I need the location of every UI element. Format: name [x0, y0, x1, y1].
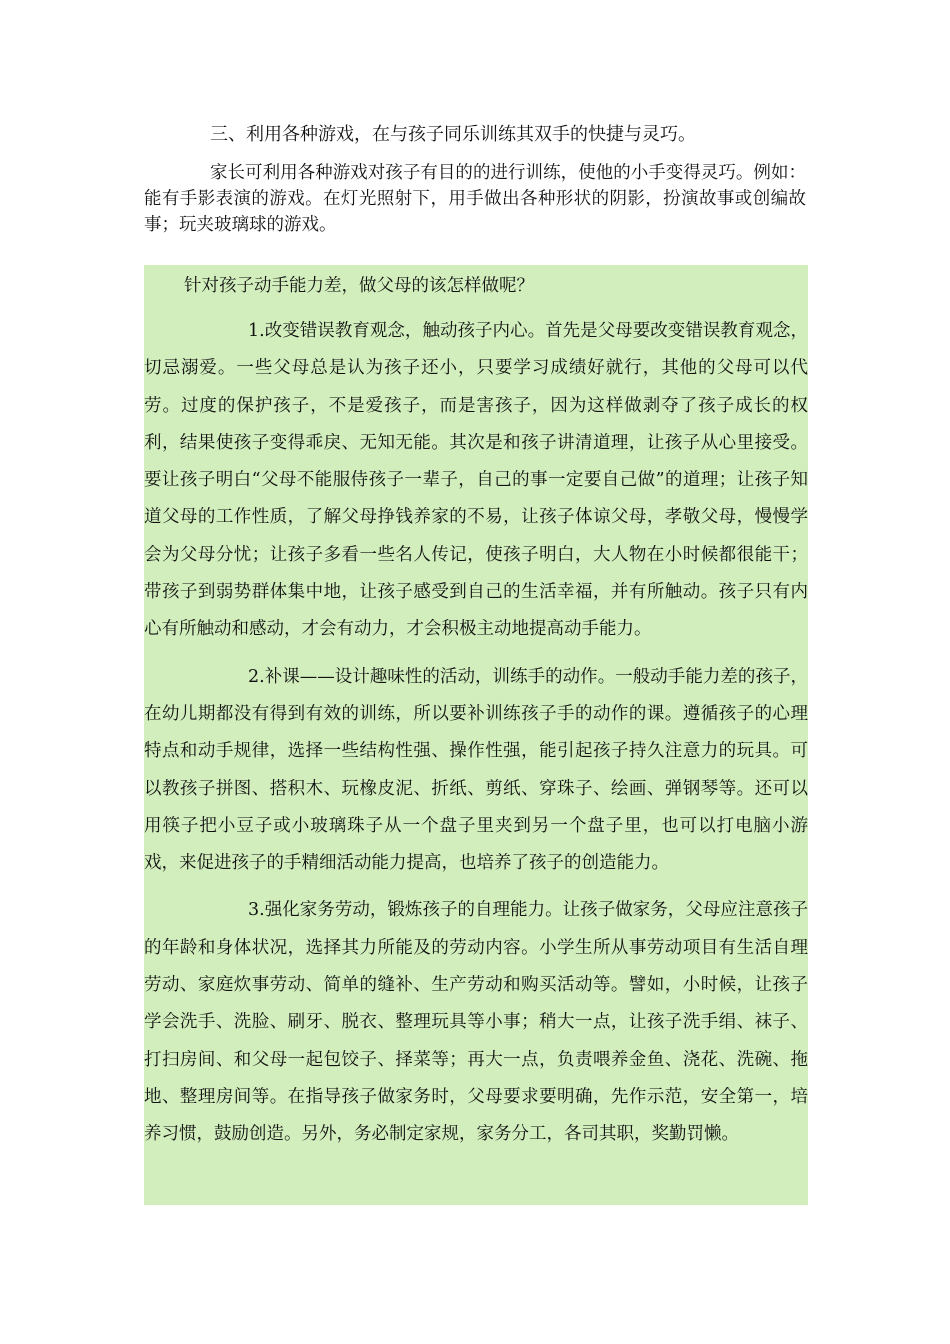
section-heading: 三、利用各种游戏，在与孩子同乐训练其双手的快捷与灵巧。 [210, 124, 696, 145]
section-three [144, 118, 806, 238]
paragraph-2: 2.补课——设计趣味性的活动，训练手的动作。一般动手能力差的孩子，在幼儿期都没有得到有效的训练，所以要补训练孩子手的动作的课。遵循孩子的心理特点和动手规律，选择一些结构性强、操作性强，能引起孩子持久注意力的玩具。可以教孩子拼图、搭积木、玩橡皮泥、折纸、剪纸、穿珠子、绘画、弹钢琴等。还可以用筷子把小豆子或小玻璃珠子从一个盘子里夹到另一个盘子里，也可以打电脑小游戏，来促进孩子的手精细活动能力提高，也培养了孩子的创造能力。 [144, 666, 808, 874]
section-body: 家长可利用各种游戏对孩子有目的的进行训练，使他的小手变得灵巧。例如：能有手影表演的游戏。在灯光照射下，用手做出各种形状的阴影，扮演故事或创编故事；玩夹玻璃球的游戏。 [144, 163, 806, 235]
paragraph-1: 1.改变错误教育观念，触动孩子内心。首先是父母要改变错误教育观念，切忌溺爱。一些父母总是认为孩子还小，只要学习成绩好就行，其他的父母可以代劳。过度的保护孩子，不是爱孩子，而是害孩子，因为这样做剥夺了孩子成长的权利，结果使孩子变得乖戾、无知无能。其次是和孩子讲清道理，让孩子从心里接受。要让孩子明白“父母不能服侍孩子一辈子，自己的事一定要自己做”的道理；让孩子知道父母的工作性质，了解父母挣钱养家的不易，让孩子体谅父母，孝敬父母，慢慢学会为父母分忧；让孩子多看一些名人传记，使孩子明白，大人物在小时候都很能干；带孩子到弱势群体集中地，让孩子感受到自己的生活幸福，并有所触动。孩子只有内心有所触动和感动，才会有动力，才会积极主动地提高动手能力。 [144, 321, 808, 640]
highlighted-section [144, 265, 808, 1205]
paragraph-3: 3.强化家务劳动，锻炼孩子的自理能力。让孩子做家务，父母应注意孩子的年龄和身体状况，选择其力所能及的劳动内容。小学生所从事劳动项目有生活自理劳动、家庭炊事劳动、简单的缝补、生产劳动和购买活动等。譬如，小时候，让孩子学会洗手、洗脸、刷牙、脱衣、整理玩具等小事；稍大一点，让孩子洗手绢、袜子、打扫房间、和父母一起包饺子、择菜等；再大一点，负责喂养金鱼、浇花、洗碗、拖地、整理房间等。在指导孩子做家务时，父母要求要明确，先作示范，安全第一，培养习惯，鼓励创造。另外，务必制定家规，家务分工，各司其职，奖勤罚懒。 [144, 900, 808, 1145]
highlight-title: 针对孩子动手能力差，做父母的该怎样做呢？ [184, 276, 534, 296]
